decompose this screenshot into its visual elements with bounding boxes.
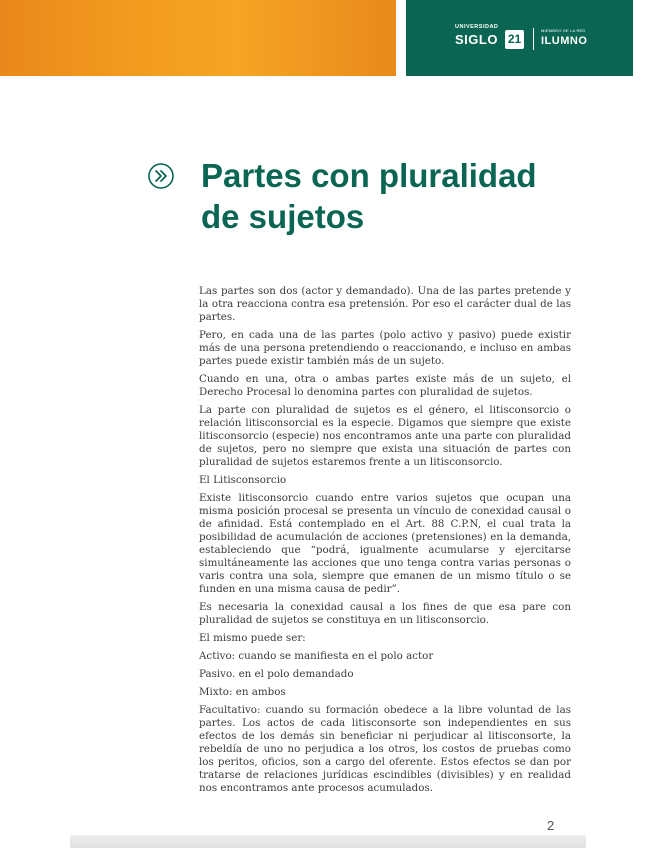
list-item: Activo: cuando se manifiesta en el polo actor (199, 650, 434, 662)
logo-university-text: UNIVERSIDAD (455, 24, 499, 30)
paragraph: La parte con pluralidad de sujetos es el género, el litisconsorcio o relación litisconsorcial es la especie. Digamos que siempre que existe litisconsorcio (especie) nos encontramos ante una parte con pluralidad de sujetos, pero no siempre que exista una situación de partes con pluralidad de sujetos estaremos frente a un litisconsorcio. (199, 404, 571, 468)
logo-siglo-text: SIGLO (455, 32, 498, 47)
paragraph: Cuando en una, otra o ambas partes existe más de un sujeto, el Derecho Procesal lo denomina partes con pluralidad de sujetos. (199, 373, 571, 398)
header-orange-band (0, 0, 396, 76)
logo-member-text: MIEMBRO DE LA RED (541, 28, 586, 33)
list-item: Pasivo. en el polo demandado (199, 668, 354, 680)
section-heading: El Litisconsorcio (199, 474, 287, 486)
paragraph: El mismo puede ser: (199, 632, 306, 644)
footer-bar (70, 835, 586, 848)
page-title-line-2: de sujetos (201, 198, 365, 235)
paragraph: Las partes son dos (actor y demandado). Una de las partes pretende y la otra reacciona contra esa pretensión. Por eso el carácter dual de las partes. (199, 285, 571, 323)
logo-separator (533, 28, 534, 50)
paragraph: Es necesaria la conexidad causal a los fines de que esa pare con pluralidad de sujetos se constituya en un litisconsorcio. (199, 601, 571, 626)
page-title-line-1: Partes con pluralidad (201, 157, 537, 194)
paragraph: Existe litisconsorcio cuando entre varios sujetos que ocupan una misma posición procesal se presenta un vínculo de conexidad causal o de afinidad. Está contemplado en el Art. 88 C.P.N, el cual trata la posibilidad de acumulación de acciones (pretensiones) en la demanda, estableciendo que “podrá, igualmente acumularse y ejercitarse simultáneamente las acciones que uno tenga contra varias personas o varis contra una sola, siempre que emanen de un mismo título o se funden en una misma causa de pedir”. (199, 492, 571, 595)
page-title (201, 155, 601, 237)
paragraph: Pero, en cada una de las partes (polo activo y pasivo) puede existir más de una persona pretendiendo o reaccionando, e incluso en ambas partes puede existir también más de un sujeto. (199, 329, 571, 367)
paragraph: Facultativo: cuando su formación obedece a la libre voluntad de las partes. Los actos de cada litisconsorte son independientes en sus efectos de los demás sin beneficiar ni perjudicar al litisconsorte, la rebeldía de uno no perjudica a los otros, los costos de pruebas como los peritos, oficios, son a cargo del oferente. Estos efectos se dan por tratarse de relaciones jurídicas escindibles (divisibles) y en realidad nos encontramos ante procesos acumulados. (199, 704, 571, 794)
body-text (199, 285, 571, 800)
logo-21-badge: 21 (505, 30, 524, 49)
page-number: 2 (547, 818, 555, 833)
double-chevron-right-icon (147, 162, 175, 190)
logo-ilumno-text: ILUMNO (541, 35, 588, 47)
list-item: Mixto: en ambos (199, 686, 286, 698)
